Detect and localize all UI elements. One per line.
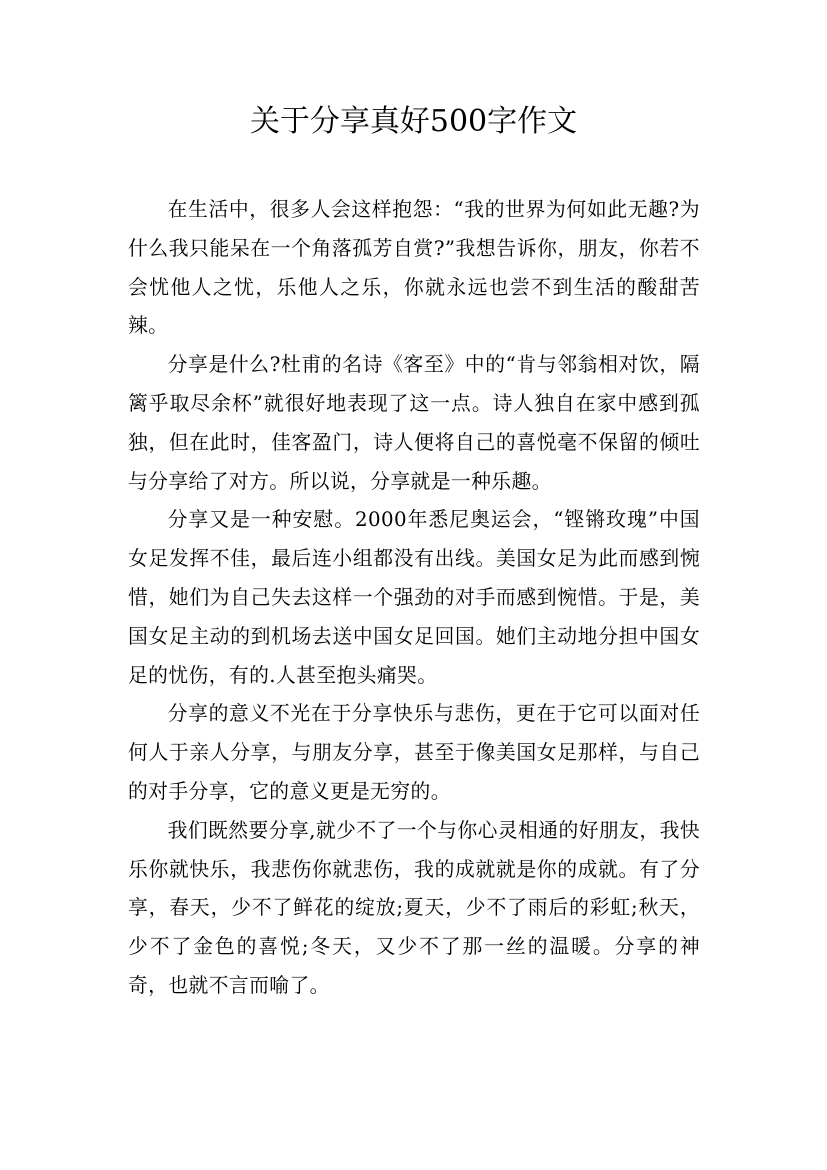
paragraph-2: 分享是什么?杜甫的名诗《客至》中的“肯与邻翁相对饮，隔篱乎取尽余杯”就很好地表现了这一点。诗人独自在家中感到孤独，但在此时，佳客盈门，诗人便将自己的喜悦毫不保留的倾吐与分享给了对方。所以说，分享就是一种乐趣。 — [128, 353, 700, 493]
paragraph-3: 分享又是一种安慰。2000年悉尼奥运会，“铿锵玫瑰”中国女足发挥不佳，最后连小组都没有出线。美国女足为此而感到惋惜，她们为自己失去这样一个强劲的对手而感到惋惜。于是，美国女足主动的到机场去送中国女足回国。她们主动地分担中国女足的忧伤，有的.人甚至抱头痛哭。 — [128, 508, 700, 687]
document-title: 关于分享真好500字作文 — [249, 104, 578, 139]
document-body — [128, 191, 700, 1006]
paragraph-5: 我们既然要分享,就少不了一个与你心灵相通的好朋友，我快乐你就快乐，我悲伤你就悲伤，我的成就就是你的成就。有了分享，春天，少不了鲜花的绽放;夏天，少不了雨后的彩虹;秋天，少不了金色的喜悦;冬天，又少不了那一丝的温暖。分享的神奇，也就不言而喻了。 — [128, 818, 700, 997]
paragraph-4: 分享的意义不光在于分享快乐与悲伤，更在于它可以面对任何人于亲人分享，与朋友分享，甚至于像美国女足那样，与自己的对手分享，它的意义更是无穷的。 — [128, 702, 700, 803]
paragraph-1: 在生活中，很多人会这样抱怨：“我的世界为何如此无趣?为什么我只能呆在一个角落孤芳自赏?”我想告诉你，朋友，你若不会忧他人之忧，乐他人之乐，你就永远也尝不到生活的酸甜苦辣。 — [128, 198, 700, 338]
